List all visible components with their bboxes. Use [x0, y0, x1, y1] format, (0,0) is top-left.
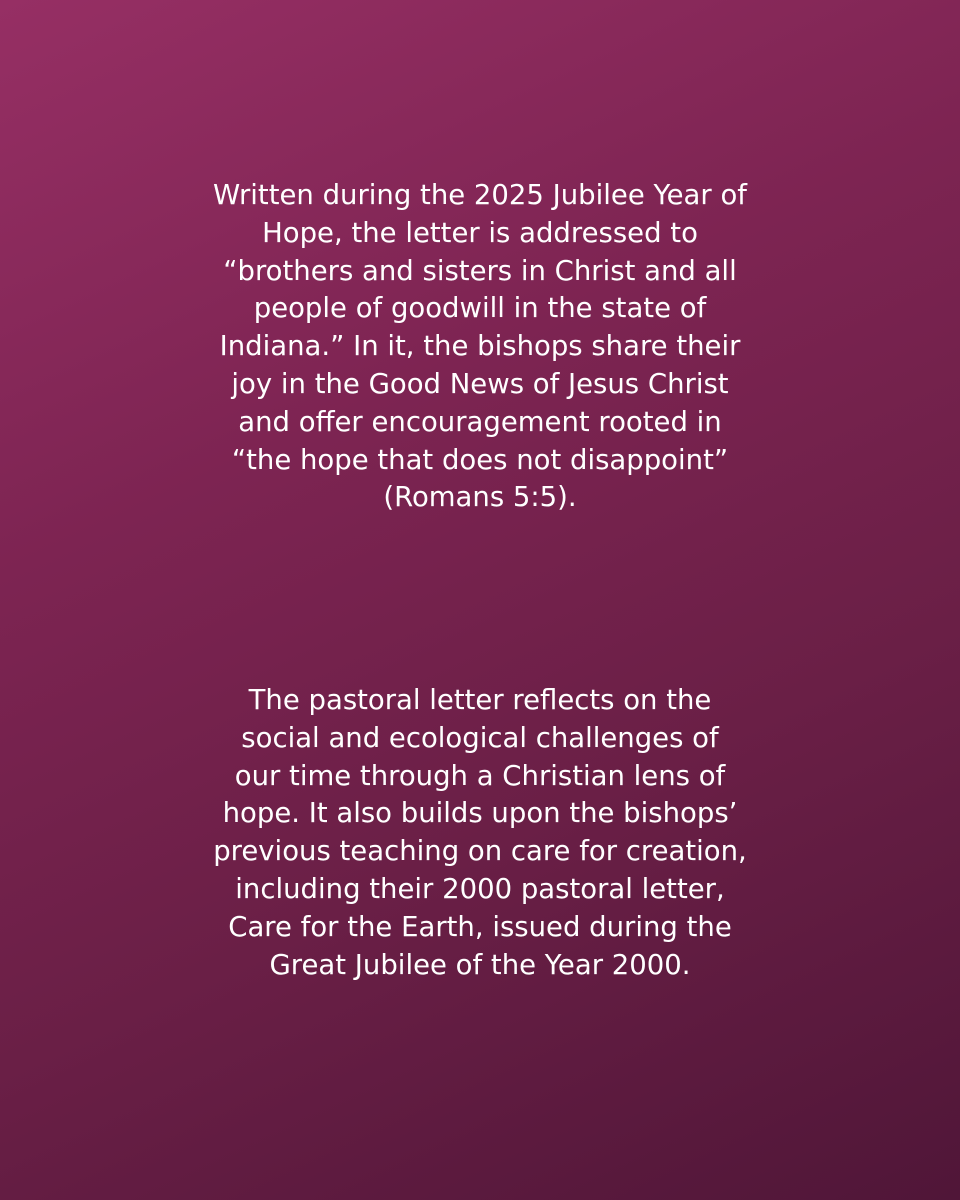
text-line: “the hope that does not disappoint”	[231, 443, 729, 476]
text-line: Indiana.” In it, the bishops share their	[219, 330, 741, 363]
text-line: our time through a Christian lens of	[234, 759, 726, 792]
text-line: including their 2000 pastoral letter,	[235, 872, 725, 905]
text-line: hope. It also builds upon the bishops’	[222, 797, 738, 830]
text-line: and offer encouragement rooted in	[238, 405, 722, 438]
paragraph-pastoral-letter	[0, 682, 960, 984]
text-line: previous teaching on care for creation,	[213, 835, 747, 868]
text-line: (Romans 5:5).	[383, 481, 577, 514]
text-line: The pastoral letter reflects on the	[248, 684, 712, 716]
text-line: social and ecological challenges of	[241, 721, 719, 754]
text-line: Written during the 2025 Jubilee Year of	[213, 179, 747, 211]
paragraph-jubilee-letter	[0, 177, 960, 517]
text-line: Great Jubilee of the Year 2000.	[269, 948, 691, 981]
text-line: Care for the Earth, issued during the	[228, 910, 732, 943]
text-line: “brothers and sisters in Christ and all	[223, 254, 737, 287]
text-line: joy in the Good News of Jesus Christ	[231, 367, 729, 400]
text-line: people of goodwill in the state of	[253, 292, 707, 325]
text-line: Hope, the letter is addressed to	[262, 216, 698, 249]
